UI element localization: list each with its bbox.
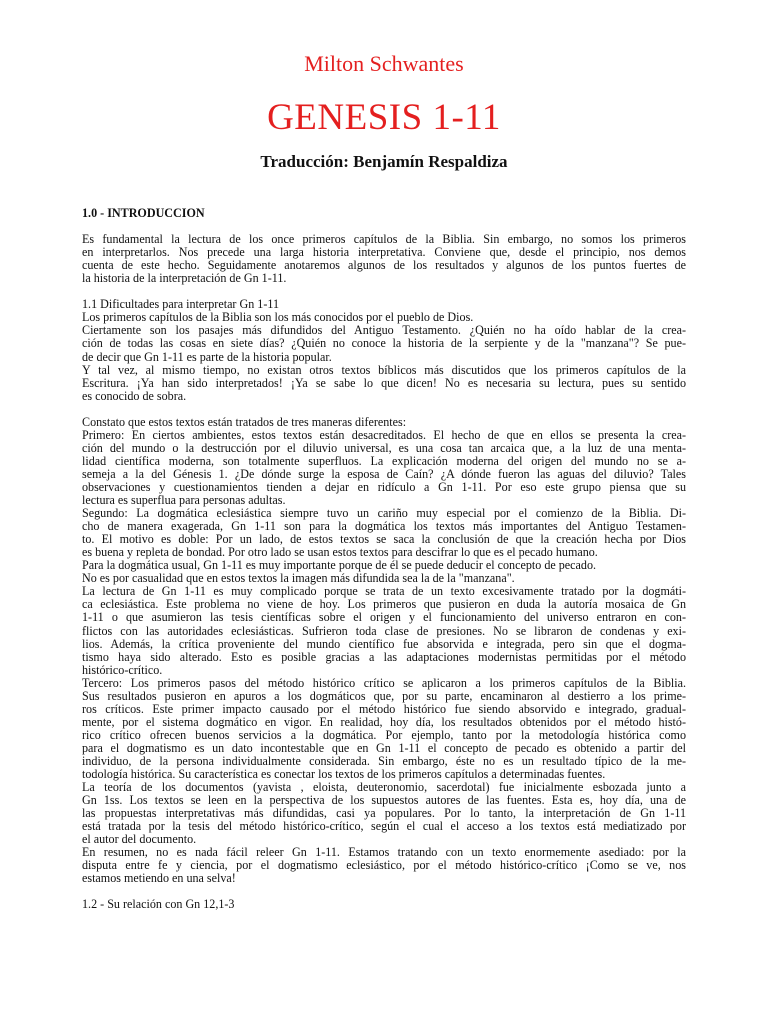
text-line: to. El motivo es doble: Por un lado, de estos textos se saca la conclusión de que la creación hecha por Dios — [82, 533, 686, 547]
text-line: el autor del documento. — [82, 833, 197, 847]
text-line: observaciones y cuestionamientos tienden a dejar en ridículo a Gn 1-11. Por eso este grupo piensa que su — [82, 480, 686, 494]
text-line: Para la dogmática usual, Gn 1-11 es muy importante porque de él se puede deducir el concepto de pecado. — [82, 559, 597, 573]
text-line: ción de todas las cosas en siete días? ¿Quién no conoce la historia de la serpiente y de la "manzana"? Se pue- — [82, 337, 686, 351]
paragraph — [82, 898, 686, 911]
text-line: todología histórica. Su característica es conectar los textos de los primeros capítulos a determinadas fuentes. — [82, 768, 606, 782]
text-line: rico crítico ofrecen buenos servicios a la dogmática. Por ejemplo, tanto por la metodología histórica como — [82, 728, 686, 742]
text-line: Primero: En ciertos ambientes, estos textos están desacreditados. El hecho de que en ellos se presenta la crea- — [82, 428, 686, 442]
text-line: La teoría de los documentos (yavista , eloista, deuteronomio, sacerdotal) fue inicialmente esbozada junto a — [82, 781, 686, 795]
text-line: 1.0 - INTRODUCCION — [82, 207, 205, 220]
text-line: en interpretarlos. Nos precede una larga historia interpretativa. Conviene que, desde el principio, nos demos — [82, 246, 686, 260]
text-line: de decir que Gn 1-11 es parte de la historia popular. — [82, 350, 332, 364]
text-line: Segundo: La dogmática eclesiástica siempre tuvo un cariño muy especial por el comienzo de la Biblia. Di- — [82, 507, 686, 521]
document-title: GENESIS 1-11 — [267, 97, 501, 138]
text-line: Gn 1ss. Los textos se leen en la perspectiva de los supuestos autores de las fuentes. Esta es, hoy día, una de — [82, 794, 686, 808]
translator-credit: Traducción: Benjamín Respaldiza — [260, 152, 508, 171]
paragraph-gap — [82, 403, 686, 416]
text-line: 1-11 o que asumieron las tesis científicas sobre el origen y el funcionamiento del universo entraron en con- — [82, 611, 686, 625]
text-line: mente, por el sistema dogmático en vigor. En realidad, hoy día, los resultados obtenidos por el método histó- — [82, 715, 686, 729]
text-line: lios. Además, la crítica proveniente del mundo científico fue absorvida e integrada, pero sin que el dogma- — [82, 637, 686, 651]
paragraph-gap — [82, 885, 686, 898]
text-line: está tratada por la tesis del método histórico-crítico, según el cual el acceso a los textos está mediatizado por — [82, 820, 686, 834]
paragraph — [82, 416, 686, 886]
text-line: 1.2 - Su relación con Gn 12,1-3 — [82, 898, 235, 912]
text-line: cuenta de este hecho. Seguidamente anotaremos algunos de los resultados y algunos de los puntos fuertes de — [82, 259, 686, 273]
text-line: 1.1 Dificultades para interpretar Gn 1-11 — [82, 298, 280, 312]
text-line: Y tal vez, al mismo tiempo, no existan otros textos bíblicos más discutidos que los primeros capítulos de la — [82, 363, 686, 377]
text-line: es buena y repleta de bondad. Por otro lado se usan estos textos para descifrar lo que es el pecado humano. — [82, 546, 598, 560]
text-line: Constato que estos textos están tratados de tres maneras diferentes: — [82, 415, 407, 429]
text-line: ros críticos. Este primer impacto causado por el método histórico fue siendo absorvido e integrado, gradual- — [82, 702, 686, 716]
text-line: lectura es superflua para personas adultas. — [82, 494, 286, 508]
text-line: estamos metiendo en una selva! — [82, 872, 236, 886]
text-line: Escritura. ¡Ya han sido interpretados! ¡Ya se sabe lo que dicen! No es necesaria su lectura, pues su sentido — [82, 376, 686, 390]
paragraph-gap — [82, 285, 686, 298]
text-line: semeja a la del Génesis 1. ¿De dónde surge la esposa de Caín? ¿A dónde fueron las aguas del diluvio? Tales — [82, 467, 686, 481]
text-line: flictos con las autoridades eclesiásticas. Sufrieron toda clase de presiones. No se libraron de condenas y exi- — [82, 624, 686, 638]
paragraph — [82, 233, 686, 285]
text-line: cho de manera exagerada, Gn 1-11 son para la dogmática los textos más importantes del Antiguo Testamen- — [82, 520, 686, 534]
document-body — [82, 207, 686, 912]
text-line: Los primeros capítulos de la Biblia son los más conocidos por el pueblo de Dios. — [82, 311, 474, 325]
text-line: disputa entre fe y ciencia, por el dogmatismo eclesiástico, por el método histórico-crítico ¡Como se ve, nos — [82, 859, 686, 873]
text-line: En resumen, no es nada fácil releer Gn 1-11. Estamos tratando con un texto enormemente asediado: por la — [82, 846, 686, 860]
text-line: es conocido de sobra. — [82, 389, 187, 403]
text-line: para el dogmatismo es un dato incontestable que en Gn 1-11 el concepto de pecado es obtenido a partir del — [82, 741, 686, 755]
section-heading — [82, 207, 686, 220]
text-line: la historia de la interpretación de Gn 1-11. — [82, 272, 287, 286]
text-line: individuo, de la persona individualmente considerada. Sin embargo, éste no es un resultado típico de la me- — [82, 754, 686, 768]
text-line: ción del mundo o la destrucción por el diluvio universal, es una cosa tan arcaica que, a la luz de una menta- — [82, 441, 686, 455]
text-line: las propuestas interpretativas más difundidas, casi ya populares. Por lo tanto, la interpretación de Gn 1-11 — [82, 807, 686, 821]
paragraph — [82, 298, 686, 402]
text-line: Ciertamente son los pasajes más difundidos del Antiguo Testamento. ¿Quién no ha oído hablar de la crea- — [82, 324, 686, 338]
text-line: tismo haya sido alterado. Esto es posible gracias a las adaptaciones modernistas permitidas por el método — [82, 650, 686, 664]
text-line: La lectura de Gn 1-11 es muy complicado porque se trata de un texto excesivamente tratado por la dogmáti- — [82, 585, 686, 599]
text-line: ca eclesiástica. Este problema no viene de hoy. Los primeros que pusieron en duda la autoría mosaica de Gn — [82, 598, 686, 612]
paragraph-gap — [82, 220, 686, 233]
text-line: Sus resultados pusieron en apuros a los dogmáticos que, por su parte, encaminaron al destierro a los prime- — [82, 689, 686, 703]
text-line: histórico-crítico. — [82, 663, 163, 677]
text-line: No es por casualidad que en estos textos la imagen más difundida sea la de la "manzana". — [82, 572, 515, 586]
author-name: Milton Schwantes — [304, 51, 464, 76]
text-line: lidad científica moderna, son totalmente superfluos. La explicación moderna del origen del mundo no se a- — [82, 454, 686, 468]
text-line: Es fundamental la lectura de los once primeros capítulos de la Biblia. Sin embargo, no somos los primeros — [82, 233, 686, 247]
text-line: Tercero: Los primeros pasos del método histórico crítico se aplicaron a los primeros capítulos de la Biblia. — [82, 676, 686, 690]
